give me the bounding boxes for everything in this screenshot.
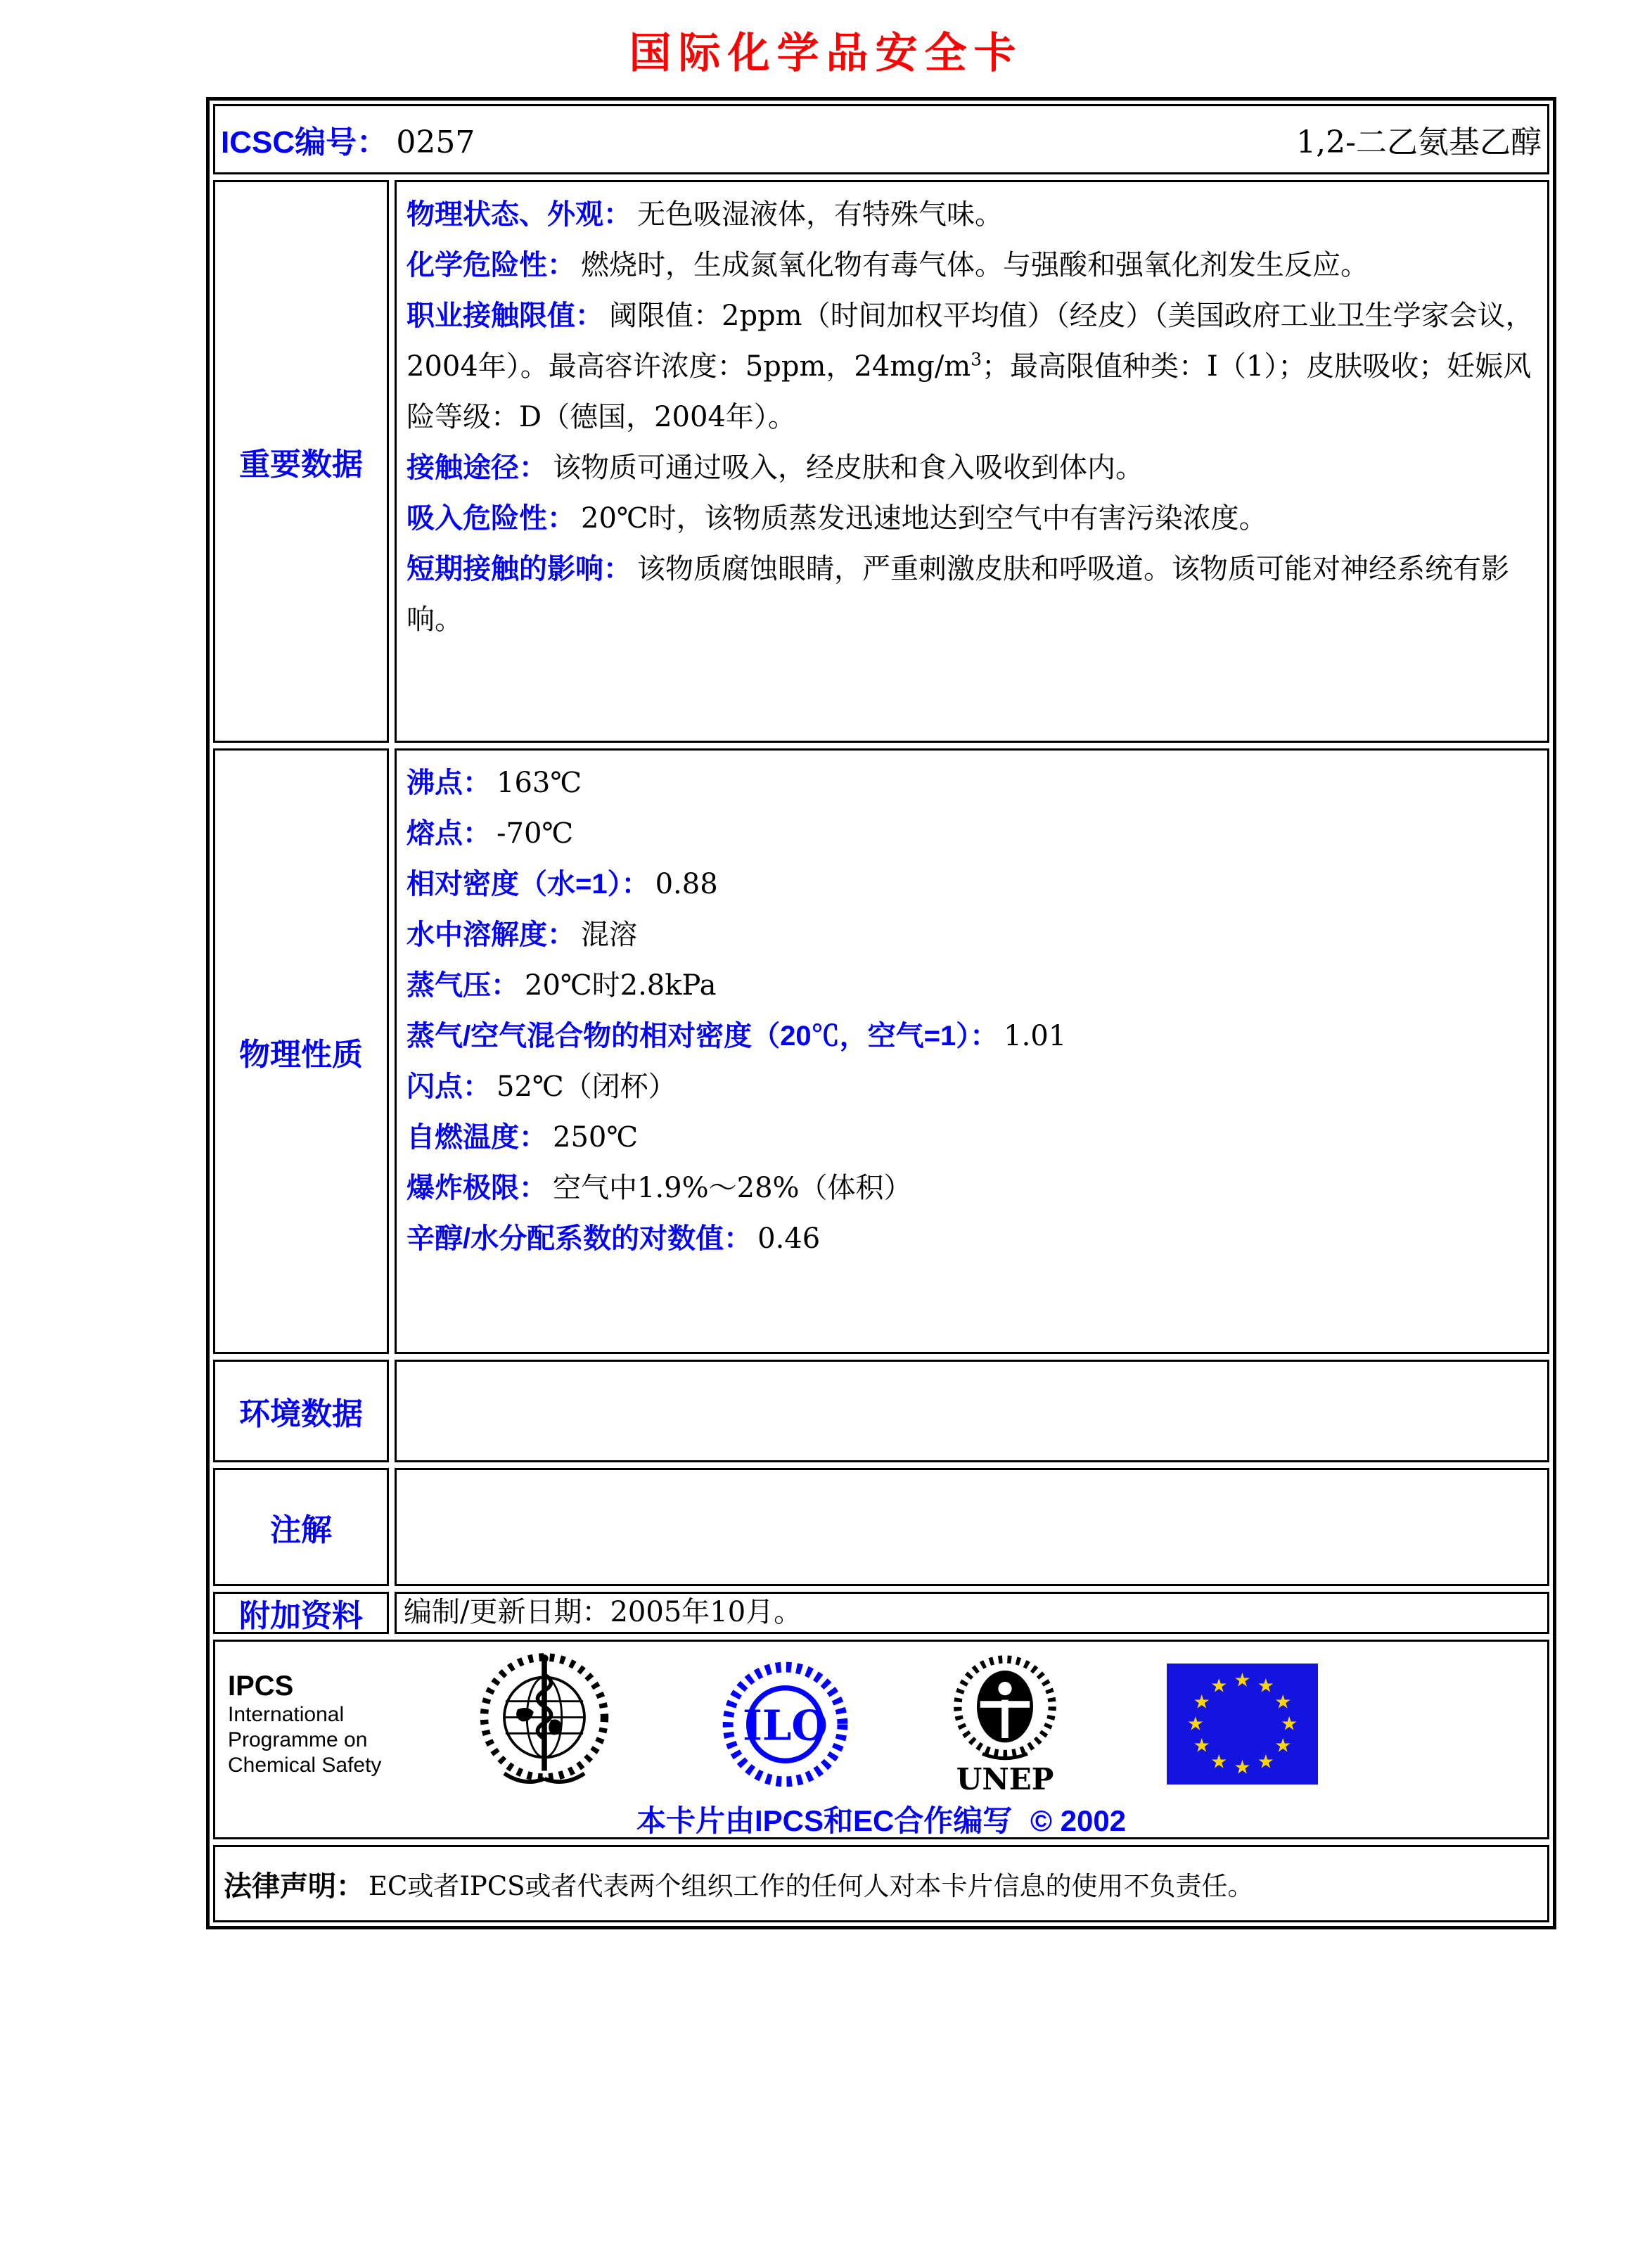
legal-text: EC或者IPCS或者代表两个组织工作的任何人对本卡片信息的使用不负责任。 [369, 1871, 1254, 1901]
physical-properties-section-label: 物理性质 [213, 748, 389, 1354]
environmental-data-row [213, 1360, 1549, 1462]
prop-value: 混溶 [581, 919, 637, 951]
eu-star-icon: ★ [1257, 1675, 1274, 1697]
eu-star-icon: ★ [1274, 1691, 1292, 1713]
unep-label: UNEP [956, 1761, 1054, 1796]
additional-info-section-label: 附加资料 [213, 1592, 389, 1634]
prop-label: 水中溶解度： [406, 919, 575, 950]
ipcs-acronym: IPCS [228, 1671, 294, 1702]
legal-cell [213, 1845, 1549, 1922]
entry-label: 吸入危险性： [406, 503, 575, 534]
cooperation-line [215, 1798, 1547, 1847]
prop-label: 辛醇/水分配系数的对数值： [406, 1223, 753, 1254]
entry-label: 短期接触的影响： [406, 554, 632, 585]
entry-value: 燃烧时，生成氮氧化物有毒气体。与强酸和强氧化剂发生反应。 [581, 249, 1369, 281]
prop-relative-density [406, 859, 1537, 909]
entry-short-term-effects [406, 544, 1537, 645]
chemical-name: 1,2-二乙氨基乙醇 [1296, 125, 1542, 160]
eu-star-icon: ★ [1257, 1751, 1274, 1773]
entry-value-pre: 阈限值：2ppm（时间加权平均值）（经皮）（美国政府工业卫生学家会议，2004年）。最高容许浓度：5ppm，24mg/m [406, 300, 1534, 383]
additional-info-row [213, 1592, 1549, 1634]
environmental-data-content [395, 1360, 1549, 1462]
entry-label: 职业接触限值： [406, 300, 603, 331]
page-title: 国际化学品安全卡 [629, 29, 1023, 78]
eu-star-icon: ★ [1210, 1751, 1228, 1773]
entry-label: 接触途径： [406, 452, 547, 483]
ilo-logo-icon [720, 1659, 850, 1789]
physical-properties-content [395, 748, 1549, 1354]
prop-octanol-water [406, 1213, 1537, 1264]
prop-label: 自燃温度： [406, 1122, 547, 1153]
prop-label: 熔点： [406, 818, 491, 849]
ipcs-text-block [228, 1670, 411, 1778]
unep-logo-block [949, 1654, 1061, 1794]
notes-content [395, 1468, 1549, 1586]
notes-row [213, 1468, 1549, 1586]
header-cell [213, 104, 1549, 174]
eu-star-icon: ★ [1193, 1691, 1210, 1713]
logos-strip [215, 1642, 1547, 1798]
logos-cell [213, 1640, 1549, 1839]
prop-vapor-pressure [406, 960, 1537, 1011]
prop-boiling-point [406, 758, 1537, 808]
ipcs-full-line1: International [228, 1703, 345, 1726]
copyright-text: © 2002 [1030, 1804, 1127, 1837]
prop-label: 沸点： [406, 767, 491, 798]
entry-value: 20℃时，该物质蒸发迅速地达到空气中有害污染浓度。 [581, 502, 1267, 535]
important-data-content [395, 180, 1549, 743]
legal-label: 法律声明： [224, 1870, 364, 1902]
prop-label: 相对密度（水=1）： [406, 869, 650, 900]
icsc-number-label: ICSC编号： [221, 125, 388, 160]
important-data-row [213, 180, 1549, 743]
icsc-number-group [221, 117, 475, 162]
eu-star-icon: ★ [1281, 1713, 1298, 1735]
entry-chemical-hazard [406, 240, 1537, 291]
unep-logo-icon [949, 1654, 1061, 1766]
entry-occupational-limits [406, 291, 1537, 442]
prop-vapor-air-density [406, 1011, 1537, 1061]
prop-label: 蒸气/空气混合物的相对密度（20℃，空气=1）： [406, 1021, 999, 1052]
prop-value: 1.01 [1004, 1020, 1067, 1052]
prop-label: 闪点： [406, 1071, 491, 1102]
entry-physical-state [406, 189, 1537, 240]
entry-exposure-routes [406, 442, 1537, 493]
prop-autoignition-temp [406, 1112, 1537, 1163]
update-date: 编制/更新日期：2005年10月。 [404, 1596, 802, 1628]
ipcs-full-line3: Chemical Safety [228, 1754, 382, 1777]
logos-row [213, 1640, 1549, 1839]
header-row [213, 104, 1549, 174]
prop-flash-point [406, 1061, 1537, 1112]
additional-info-content [395, 1592, 1549, 1634]
cooperation-text: 本卡片由IPCS和EC合作编写 [636, 1804, 1013, 1837]
prop-explosive-limits [406, 1163, 1537, 1213]
entry-value: 该物质可通过吸入，经皮肤和食入吸收到体内。 [553, 452, 1144, 484]
eu-star-icon: ★ [1234, 1669, 1251, 1691]
prop-water-solubility [406, 909, 1537, 960]
icsc-number-value: 0257 [396, 125, 475, 160]
eu-star-icon: ★ [1234, 1756, 1251, 1778]
eu-star-icon: ★ [1210, 1675, 1228, 1697]
entry-label: 物理状态、外观： [406, 199, 632, 230]
eu-star-icon: ★ [1186, 1713, 1204, 1735]
prop-value: -70℃ [497, 817, 574, 850]
physical-properties-row [213, 748, 1549, 1354]
entry-label: 化学危险性： [406, 250, 575, 281]
prop-label: 蒸气压： [406, 970, 519, 1001]
prop-value: 163℃ [497, 767, 582, 799]
icsc-card [206, 97, 1556, 1929]
prop-value: 52℃（闭杯） [497, 1071, 677, 1103]
prop-value: 0.46 [757, 1222, 821, 1255]
important-data-section-label: 重要数据 [213, 180, 389, 743]
entry-inhalation-risk [406, 493, 1537, 544]
prop-value: 0.88 [655, 868, 718, 900]
prop-melting-point [406, 808, 1537, 859]
entry-value-post: ；最高限值种类：I（1）；皮肤吸收；妊娠风险等级：D（德国，2004年）。 [406, 350, 1532, 433]
svg-text:ILO: ILO [743, 1700, 828, 1750]
entry-value: 无色吸湿液体，有特殊气味。 [637, 198, 1003, 231]
eu-star-icon: ★ [1274, 1735, 1292, 1756]
entry-value: 该物质腐蚀眼睛，严重刺激皮肤和呼吸道。该物质可能对神经系统有影响。 [406, 553, 1509, 636]
notes-section-label: 注解 [213, 1468, 389, 1586]
prop-value: 20℃时2.8kPa [525, 969, 717, 1002]
entry-value-sup: 3 [971, 349, 982, 370]
prop-value: 空气中1.9%～28%（体积） [553, 1172, 912, 1204]
eu-flag [1167, 1664, 1318, 1785]
who-logo-icon [478, 1650, 611, 1798]
prop-value: 250℃ [553, 1121, 639, 1154]
legal-row [213, 1845, 1549, 1922]
environmental-data-section-label: 环境数据 [213, 1360, 389, 1462]
eu-star-icon: ★ [1193, 1735, 1210, 1756]
ipcs-full-line2: Programme on [228, 1728, 368, 1751]
prop-label: 爆炸极限： [406, 1173, 547, 1204]
